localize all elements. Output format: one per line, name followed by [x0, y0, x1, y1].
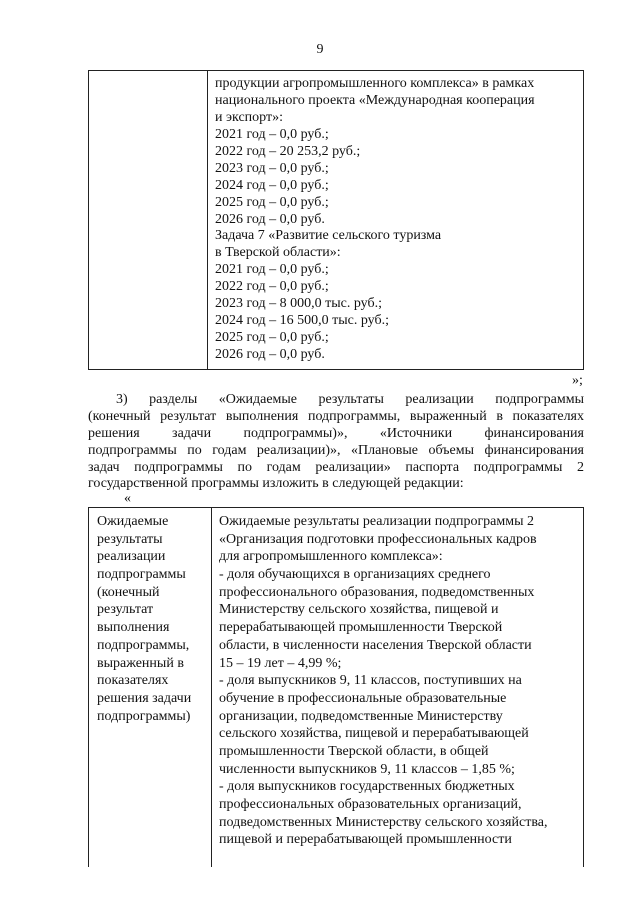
paragraph-line: государственной программы изложить в следующей редакции: [88, 476, 464, 492]
heading-line: показателях [97, 673, 169, 689]
results-line: - доля выпускников 9, 11 классов, поступивших на [219, 673, 522, 689]
table-line: продукции агропромышленного комплекса» в рамках [215, 76, 535, 91]
expected-results-cell [219, 513, 547, 849]
funding-cell-text [215, 75, 535, 363]
heading-line: результат [97, 602, 154, 618]
table-line: 2024 год – 0,0 руб.; [215, 177, 329, 193]
table-line: Задача 7 «Развитие сельского туризма [215, 228, 442, 244]
results-line: пищевой и перерабатывающей промышленности [219, 832, 512, 848]
opening-quote: « [124, 491, 131, 506]
results-line: обучение в профессиональные образовательные [219, 690, 507, 706]
table-line: 2022 год – 0,0 руб.; [215, 279, 329, 295]
results-line: численности выпускников 9, 11 классов – 1,85 %; [219, 761, 515, 777]
heading-line: выполнения [97, 620, 170, 636]
paragraph-line: (конечный результат выполнения подпрограммы, выраженный в показателях [88, 408, 584, 424]
results-line: сельского хозяйства, пищевой и перерабатывающей [219, 726, 529, 742]
results-line: подведомственных Министерству сельского хозяйства, [219, 814, 548, 830]
heading-line: (конечный [97, 584, 160, 600]
table-line: 2023 год – 0,0 руб.; [215, 160, 329, 176]
results-line: организации, подведомственные Министерству [219, 708, 503, 724]
funding-table-continued [88, 70, 584, 370]
results-line: области, в численности населения Тверской области [219, 637, 532, 653]
table-line: 2026 год – 0,0 руб. [215, 211, 325, 227]
table-line: 2025 год – 0,0 руб.; [215, 330, 329, 346]
table-line: национального проекта «Международная кооперация [215, 92, 535, 108]
heading-line: реализации [97, 549, 166, 565]
results-line: промышленности Тверской области, в общей [219, 743, 489, 759]
results-line: 15 – 19 лет – 4,99 %; [219, 655, 342, 671]
results-line: - доля обучающихся в организациях среднего [219, 567, 491, 583]
table-line: 2021 год – 0,0 руб.; [215, 126, 329, 142]
table-line: 2025 год – 0,0 руб.; [215, 194, 329, 210]
paragraph-line: решения задачи подпрограммы)», «Источники финансирования [88, 425, 584, 441]
results-line: Ожидаемые результаты реализации подпрограммы 2 [219, 514, 535, 529]
table-line: 2021 год – 0,0 руб.; [215, 262, 329, 278]
paragraph-line: подпрограммы по годам реализации)», «Плановые объемы финансирования [88, 442, 584, 458]
heading-line: подпрограммы) [97, 708, 191, 724]
table-line: в Тверской области»: [215, 245, 341, 261]
table-line: 2026 год – 0,0 руб. [215, 347, 325, 362]
results-line: профессионального образования, подведомственных [219, 584, 535, 600]
paragraph-line: задач подпрограммы по годам реализации» паспорта подпрограммы 2 [88, 459, 584, 475]
column-divider [207, 71, 208, 369]
results-line: профессиональных образовательных организаций, [219, 797, 522, 812]
amendment-paragraph [88, 392, 584, 493]
table-line: 2022 год – 20 253,2 руб.; [215, 143, 361, 159]
results-line: - доля выпускников государственных бюджетных [219, 779, 515, 795]
heading-line: подпрограммы [97, 567, 186, 583]
heading-line: выраженный в [97, 655, 184, 671]
table-line: 2024 год – 16 500,0 тыс. руб.; [215, 313, 389, 329]
section-heading-cell [97, 513, 191, 725]
paragraph-line: 3) разделы «Ожидаемые результаты реализации подпрограммы [116, 392, 584, 407]
heading-line: результаты [97, 531, 163, 547]
heading-line: подпрограммы, [97, 637, 190, 653]
table-line: 2023 год – 8 000,0 тыс. руб.; [215, 296, 382, 312]
results-line: Министерству сельского хозяйства, пищевой и [219, 602, 499, 618]
closing-quote: »; [572, 373, 583, 388]
table-line: и экспорт»: [215, 109, 283, 125]
results-line: для агропромышленного комплекса»: [219, 549, 443, 565]
expected-results-table [88, 507, 584, 867]
results-line: перерабатывающей промышленности Тверской [219, 620, 503, 636]
heading-line: Ожидаемые [97, 514, 169, 529]
column-divider [211, 508, 212, 867]
heading-line: решения задачи [97, 690, 192, 706]
page-number: 9 [316, 42, 324, 57]
results-line: «Организация подготовки профессиональных кадров [219, 531, 537, 547]
